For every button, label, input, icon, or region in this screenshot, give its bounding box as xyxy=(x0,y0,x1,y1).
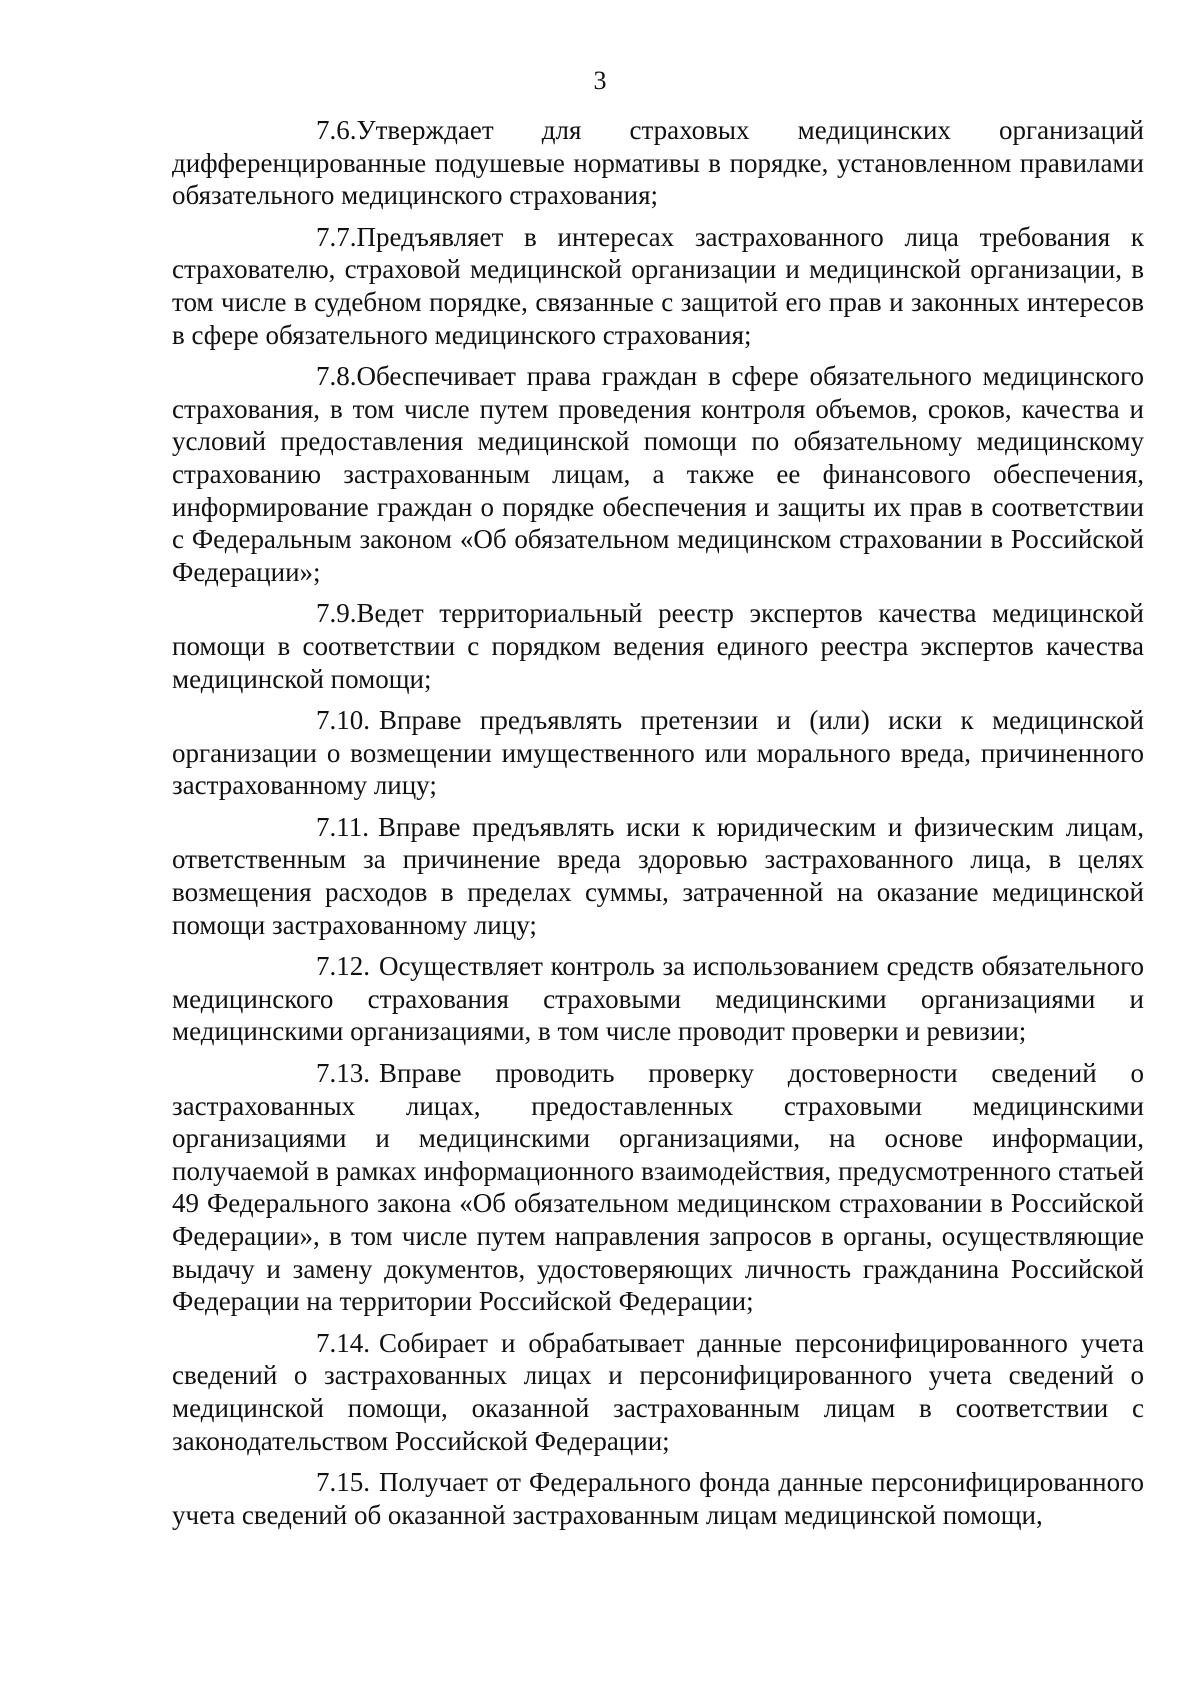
clause-7-6 xyxy=(172,114,1144,212)
clause-7-8 xyxy=(172,360,1144,588)
clause-number: 7.9. xyxy=(316,598,357,629)
clause-text: Вправе предъявлять претензии и (или) иски к медицинской организации о возмещении имущественного или морального вреда, причиненного застрахованному лицу; xyxy=(172,705,1144,801)
document-body xyxy=(172,114,1144,1540)
clause-number: 7.14. xyxy=(316,1327,370,1358)
clause-7-13 xyxy=(172,1057,1144,1318)
clause-number: 7.7. xyxy=(316,221,357,252)
clause-number: 7.12. xyxy=(316,951,370,982)
clause-7-15 xyxy=(172,1466,1144,1531)
clause-number: 7.10. xyxy=(316,705,370,736)
clause-text: Вправе предъявлять иски к юридическим и физическим лицам, ответственным за причинение вреда здоровью застрахованного лица, в целях возмещения расходов в пределах суммы, затраченной на оказание медицинской помощи застрахованному лицу; xyxy=(172,811,1144,940)
clause-text: Осуществляет контроль за использованием средств обязательного медицинского страхования страховыми медицинскими организациями и медицинскими организациями, в том числе проводит проверки и ревизии; xyxy=(172,951,1144,1047)
page-number: 3 xyxy=(593,66,607,95)
clause-text: Утверждает для страховых медицинских организаций дифференцированные подушевые нормативы в порядке, установленном правилами обязательного медицинского страхования; xyxy=(172,115,1144,211)
clause-7-11 xyxy=(172,811,1144,941)
clause-number: 7.15. xyxy=(316,1467,370,1498)
clause-7-10 xyxy=(172,704,1144,802)
clause-number: 7.8. xyxy=(316,361,357,392)
clause-text: Получает от Федерального фонда данные персонифицированного учета сведений об оказанной застрахованным лицам медицинской помощи, xyxy=(172,1467,1144,1530)
clause-7-12 xyxy=(172,950,1144,1048)
clause-7-9 xyxy=(172,597,1144,695)
clause-text: Собирает и обрабатывает данные персонифицированного учета сведений о застрахованных лицах и персонифицированного учета сведений о медицинской помощи, оказанной застрахованным лицам в соответствии с законодательством Российской Федерации; xyxy=(172,1327,1144,1456)
clause-text: Вправе проводить проверку достоверности сведений о застрахованных лицах, предоставленных страховыми медицинскими организациями и медицинскими организациями, на основе информации, получаемой в рамках информационного взаимодействия, предусмотренного статьей 49 Федерального закона «Об обязательном медицинском страховании в Российской Федерации», в том числе путем направления запросов в органы, осуществляющие выдачу и замену документов, удостоверяющих личность гражданина Российской Федерации на территории Российской Федерации; xyxy=(172,1058,1144,1317)
clause-text: Предъявляет в интересах застрахованного лица требования к страхователю, страховой медицинской организации и медицинской организации, в том числе в судебном порядке, связанные с защитой его прав и законных интересов в сфере обязательного медицинского страхования; xyxy=(172,221,1144,350)
clause-text: Обеспечивает права граждан в сфере обязательного медицинского страхования, в том числе путем проведения контроля объемов, сроков, качества и условий предоставления медицинской помощи по обязательному медицинскому страхованию застрахованным лицам, а также ее финансового обеспечения, информирование граждан о порядке обеспечения и защиты их прав в соответствии с Федеральным законом «Об обязательном медицинском страховании в Российской Федерации»; xyxy=(172,361,1144,587)
clause-number: 7.13. xyxy=(316,1058,370,1089)
clause-number: 7.6. xyxy=(316,115,357,145)
clause-7-7 xyxy=(172,221,1144,351)
clause-text: Ведет территориальный реестр экспертов качества медицинской помощи в соответствии с порядком ведения единого реестра экспертов качества медицинской помощи; xyxy=(172,598,1144,694)
clause-number: 7.11. xyxy=(316,811,369,842)
clause-7-14 xyxy=(172,1327,1144,1457)
